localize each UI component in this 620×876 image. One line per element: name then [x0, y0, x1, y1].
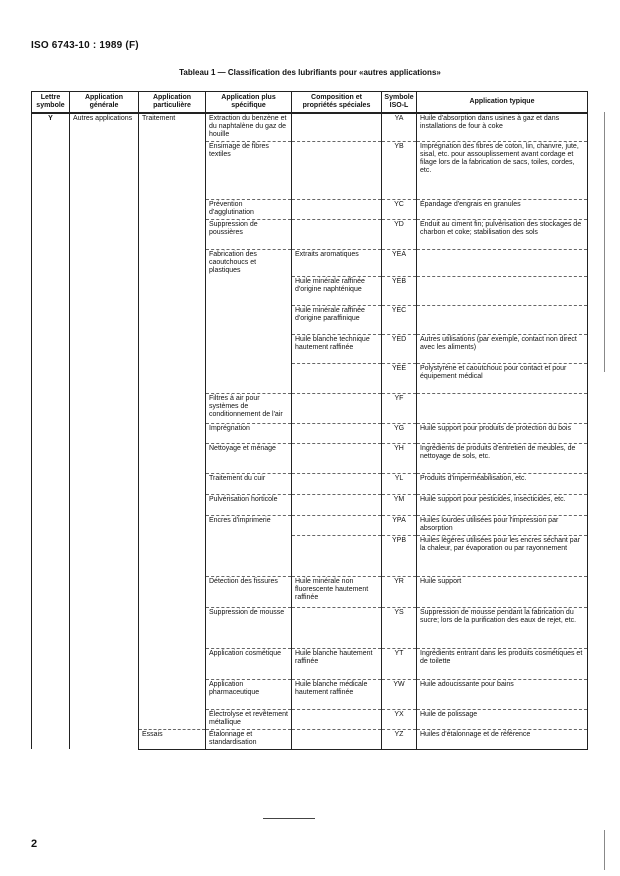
cell-particular-application: Traitement: [139, 113, 206, 729]
cell-specific-application: Encres d'imprimerie: [206, 515, 292, 535]
cell-iso-symbol: YH: [382, 443, 417, 473]
cell-particular-application: Essais: [139, 729, 206, 749]
cell-composition: Huile minérale raffinée d'origine naphténique: [292, 276, 382, 305]
cell-composition: [292, 709, 382, 729]
cell-specific-application: Application pharmaceutique: [206, 679, 292, 709]
cell-composition: [292, 199, 382, 219]
cell-typical-application: [417, 305, 588, 334]
cell-composition: [292, 423, 382, 443]
cell-specific-application: Suppression de mousse: [206, 607, 292, 648]
cell-specific-application: Imprégnation: [206, 423, 292, 443]
cell-specific-application: Nettoyage et ménage: [206, 443, 292, 473]
cell-iso-symbol: YEE: [382, 363, 417, 393]
cell-iso-symbol: YEB: [382, 276, 417, 305]
cell-composition: [292, 473, 382, 494]
cell-iso-symbol: YG: [382, 423, 417, 443]
cell-composition: Huile minérale non fluorescente hautement raffinée: [292, 576, 382, 607]
cell-iso-symbol: YW: [382, 679, 417, 709]
cell-typical-application: Imprégnation des fibres de coton, lin, chanvre, jute, sisal, etc. pour assouplissement avant cordage et filage lors de la fabrication de sacs, toiles, cordes, etc.: [417, 141, 588, 199]
cell-specific-application: [206, 305, 292, 334]
cell-typical-application: Produits d'imperméabilisation, etc.: [417, 473, 588, 494]
document-header-id: ISO 6743-10 : 1989 (F): [31, 40, 139, 51]
cell-typical-application: Huiles lourdes utilisées pour l'impression par absorption: [417, 515, 588, 535]
page-number: 2: [31, 838, 38, 850]
cell-composition: [292, 494, 382, 515]
cell-specific-application: Extraction du benzène et du naphtalène du gaz de houille: [206, 113, 292, 141]
cell-specific-application: Prévention d'agglutination: [206, 199, 292, 219]
cell-iso-symbol: YF: [382, 393, 417, 423]
cell-specific-application: Pulvérisation horticole: [206, 494, 292, 515]
cell-composition: [292, 443, 382, 473]
cell-iso-symbol: YED: [382, 334, 417, 363]
cell-iso-symbol: YPA: [382, 515, 417, 535]
cell-typical-application: Huile d'absorption dans usines à gaz et dans installations de four à coke: [417, 113, 588, 141]
cell-typical-application: Autres utilisations (par exemple, contact non direct avec les aliments): [417, 334, 588, 363]
cell-typical-application: Polystyrène et caoutchouc pour contact et pour équipement médical: [417, 363, 588, 393]
cell-composition: Extraits aromatiques: [292, 249, 382, 276]
footer-rule: [263, 818, 315, 819]
cell-iso-symbol: YZ: [382, 729, 417, 749]
classification-table: [31, 91, 588, 750]
column-header-symbole-iso-l: Symbole ISO-L: [382, 92, 417, 114]
cell-typical-application: Ingrédients entrant dans les produits cosmétiques et de toilette: [417, 648, 588, 679]
cell-specific-application: [206, 276, 292, 305]
scan-edge-mark: [604, 830, 605, 870]
cell-specific-application: Étalonnage et standardisation: [206, 729, 292, 749]
table-header-row: [32, 92, 588, 114]
cell-iso-symbol: YEC: [382, 305, 417, 334]
cell-typical-application: [417, 276, 588, 305]
cell-typical-application: Huile de polissage: [417, 709, 588, 729]
cell-specific-application: [206, 363, 292, 393]
cell-typical-application: Huile adoucissante pour bains: [417, 679, 588, 709]
cell-composition: [292, 515, 382, 535]
table-header: [32, 92, 588, 114]
cell-typical-application: Huiles d'étalonnage et de référence: [417, 729, 588, 749]
cell-composition: [292, 363, 382, 393]
cell-composition: Huile blanche technique hautement raffinée: [292, 334, 382, 363]
cell-typical-application: Suppression de mousse pendant la fabrication du sucre; lors de la purification des eaux de rejet, etc.: [417, 607, 588, 648]
cell-iso-symbol: YEA: [382, 249, 417, 276]
cell-specific-application: Fabrication des caoutchoucs et plastiques: [206, 249, 292, 276]
cell-iso-symbol: YB: [382, 141, 417, 199]
column-header-lettre-symbole: Lettre symbole: [32, 92, 70, 114]
cell-composition: Huile blanche médicale hautement raffinée: [292, 679, 382, 709]
cell-specific-application: Suppression de poussières: [206, 219, 292, 249]
cell-iso-symbol: YC: [382, 199, 417, 219]
cell-composition: [292, 113, 382, 141]
cell-typical-application: Huile support: [417, 576, 588, 607]
table-row: [32, 113, 588, 141]
cell-composition: [292, 219, 382, 249]
cell-letter-symbol: Y: [32, 113, 70, 749]
column-header-application-typique: Application typique: [417, 92, 588, 114]
cell-specific-application: [206, 535, 292, 576]
cell-specific-application: Filtres à air pour systèmes de conditionnement de l'air: [206, 393, 292, 423]
cell-typical-application: Huiles légères utilisées pour les encres séchant par la chaleur, par évaporation ou par rayonnement: [417, 535, 588, 576]
cell-composition: [292, 535, 382, 576]
cell-iso-symbol: YM: [382, 494, 417, 515]
cell-specific-application: Application cosmétique: [206, 648, 292, 679]
cell-composition: [292, 393, 382, 423]
cell-iso-symbol: YD: [382, 219, 417, 249]
cell-typical-application: [417, 249, 588, 276]
cell-typical-application: Huile support pour pesticides, insecticides, etc.: [417, 494, 588, 515]
cell-composition: [292, 729, 382, 749]
table-body: [32, 113, 588, 749]
cell-specific-application: Détection des fissures: [206, 576, 292, 607]
table-title: Tableau 1 — Classification des lubrifiants pour «autres applications»: [179, 68, 441, 77]
cell-specific-application: Électrolyse et revêtement métallique: [206, 709, 292, 729]
cell-iso-symbol: YS: [382, 607, 417, 648]
cell-general-application: Autres applications: [70, 113, 139, 749]
cell-typical-application: Épandage d'engrais en granules: [417, 199, 588, 219]
cell-iso-symbol: YL: [382, 473, 417, 494]
cell-iso-symbol: YR: [382, 576, 417, 607]
cell-typical-application: Enduit au ciment fin; pulvérisation des stockages de charbon et coke; stabilisation des sols: [417, 219, 588, 249]
cell-typical-application: [417, 393, 588, 423]
cell-iso-symbol: YX: [382, 709, 417, 729]
cell-composition: Huile blanche hautement raffinée: [292, 648, 382, 679]
scan-edge-mark: [604, 112, 605, 372]
cell-iso-symbol: YT: [382, 648, 417, 679]
cell-specific-application: Ensimage de fibres textiles: [206, 141, 292, 199]
column-header-application-specifique: Application plus spécifique: [206, 92, 292, 114]
cell-iso-symbol: YPB: [382, 535, 417, 576]
column-header-application-generale: Application générale: [70, 92, 139, 114]
cell-composition: [292, 141, 382, 199]
cell-typical-application: Huile support pour produits de protection du bois: [417, 423, 588, 443]
column-header-composition: Composition et propriétés spéciales: [292, 92, 382, 114]
cell-composition: [292, 607, 382, 648]
cell-specific-application: Traitement du cuir: [206, 473, 292, 494]
cell-iso-symbol: YA: [382, 113, 417, 141]
cell-typical-application: Ingrédients de produits d'entretien de meubles, de nettoyage de sols, etc.: [417, 443, 588, 473]
cell-composition: Huile minérale raffinée d'origine paraffinique: [292, 305, 382, 334]
column-header-application-particuliere: Application particulière: [139, 92, 206, 114]
cell-specific-application: [206, 334, 292, 363]
